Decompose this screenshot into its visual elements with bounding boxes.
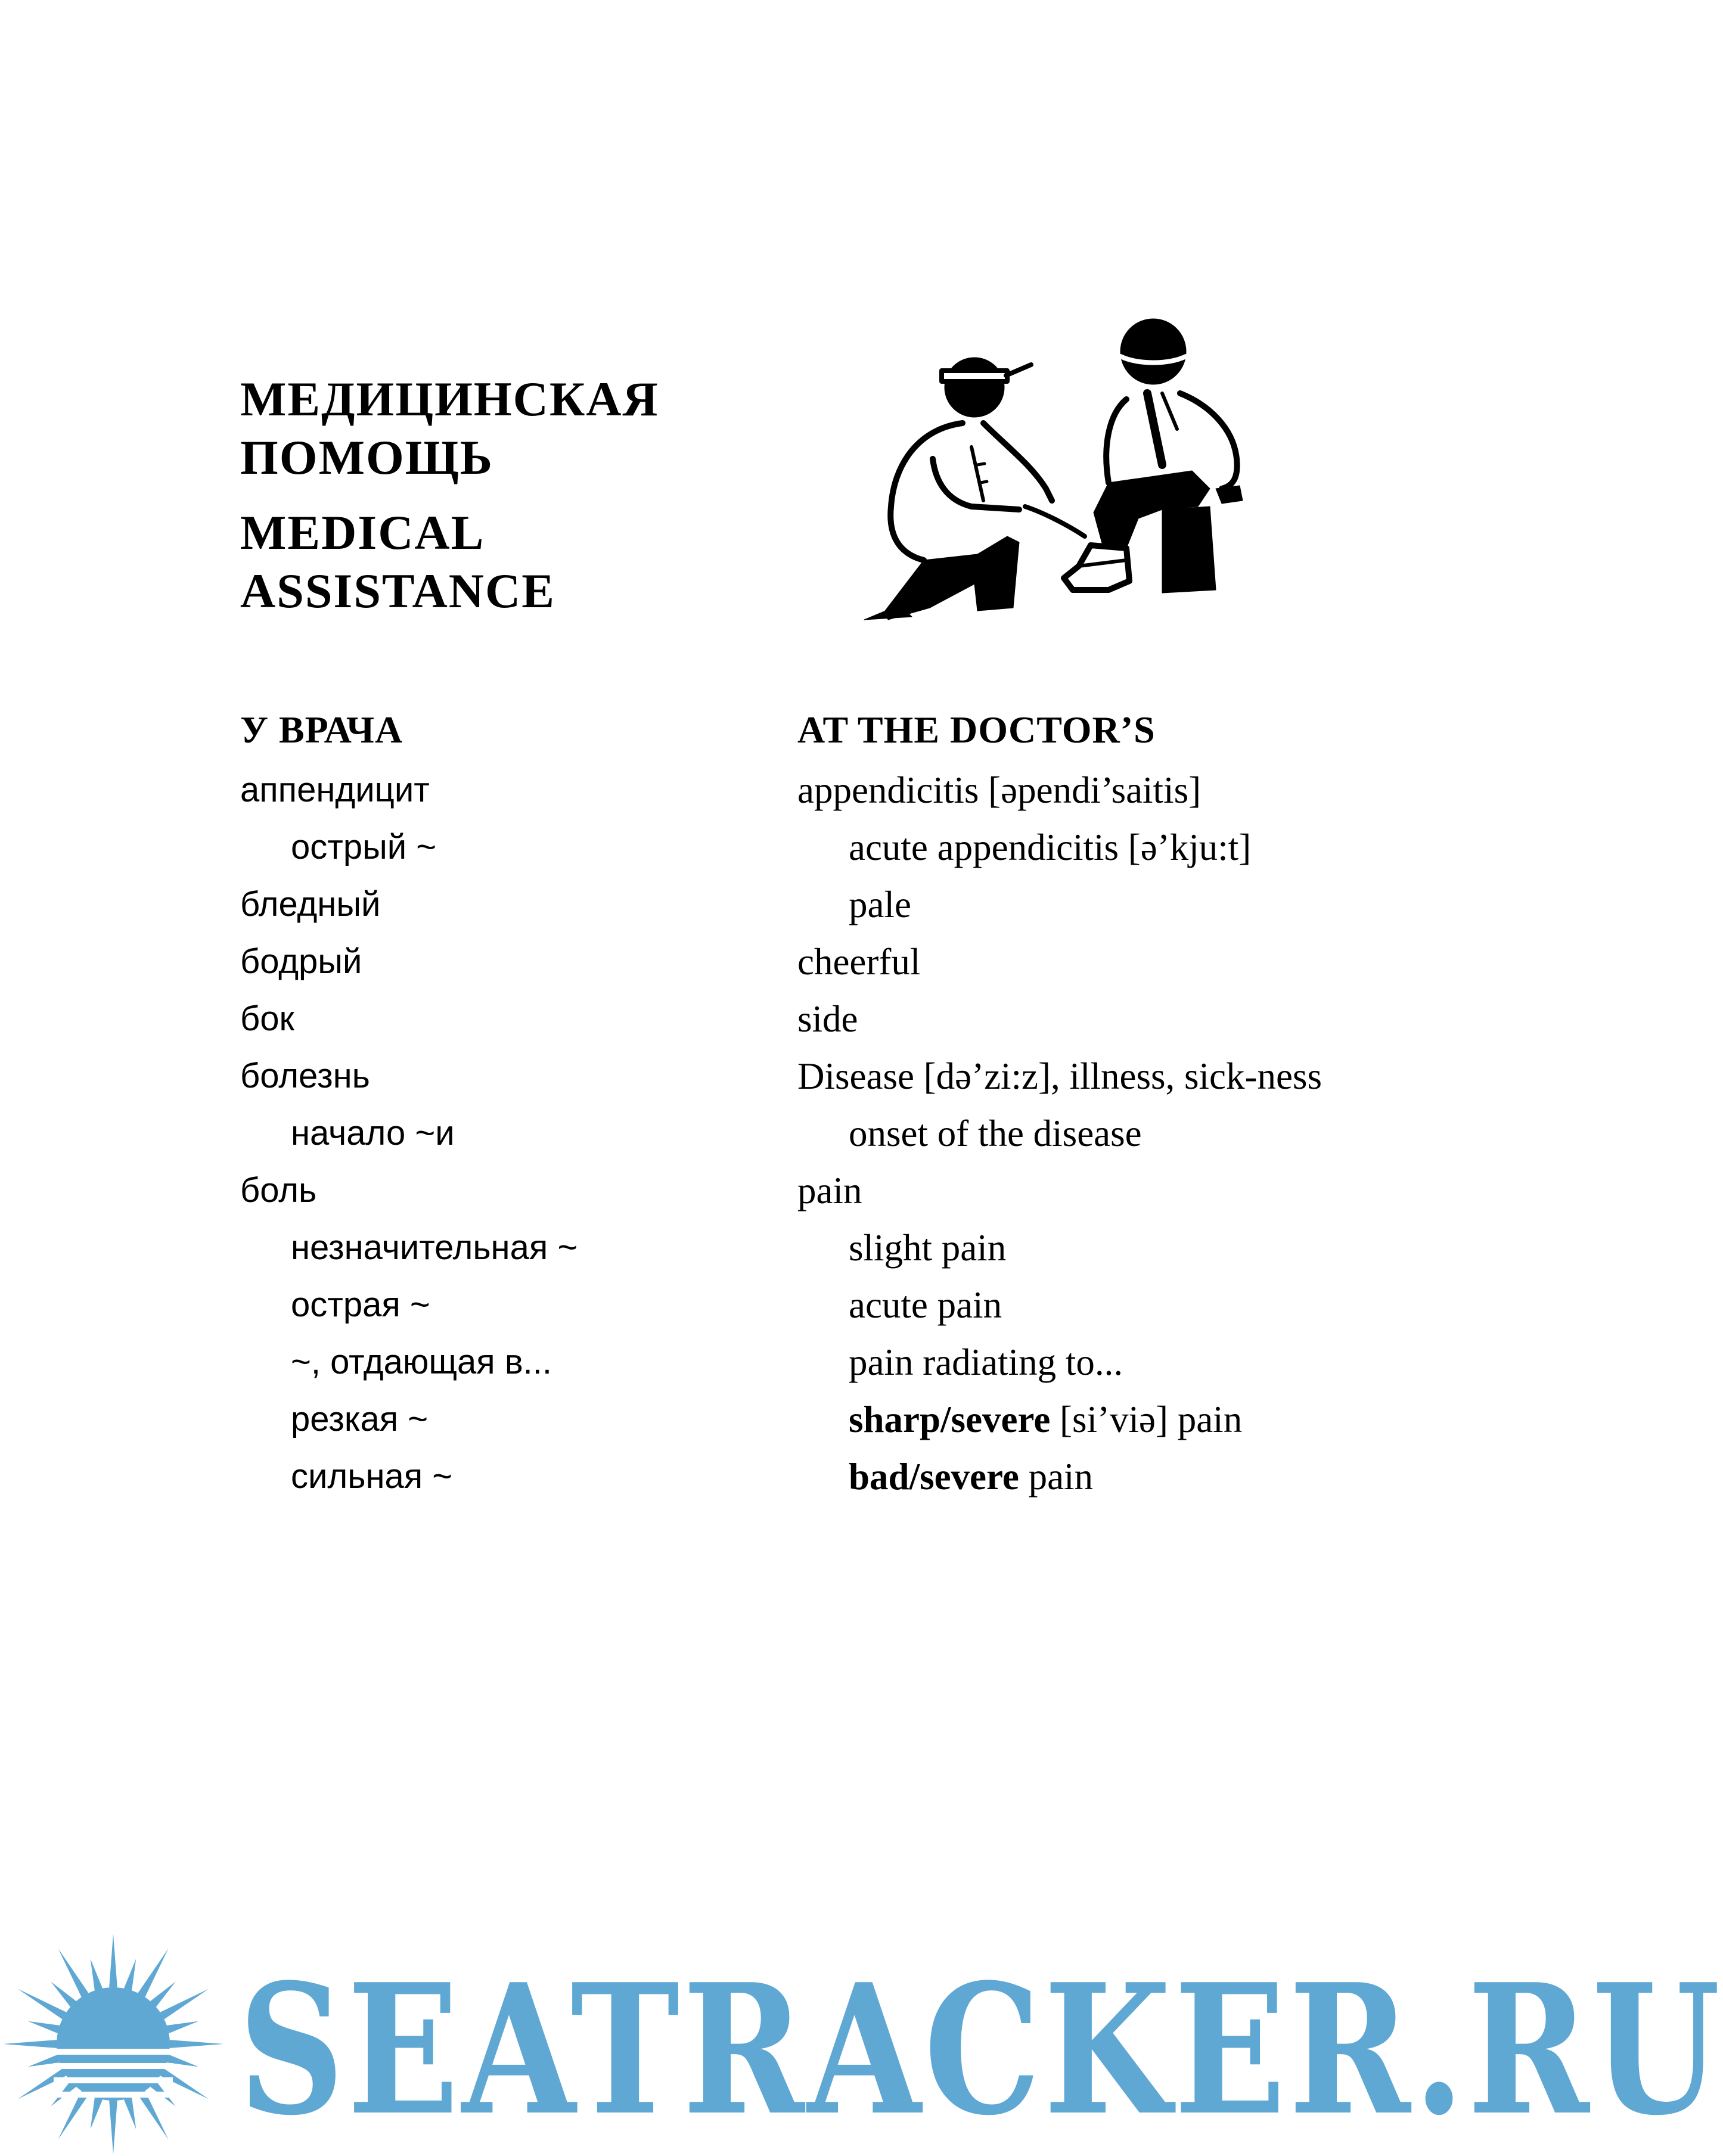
section-heading-russian: У ВРАЧА [240, 709, 403, 751]
vocab-term-ru: аппендицит [240, 771, 430, 809]
vocab-term-en [849, 1448, 1337, 1505]
sun-ray [109, 1934, 117, 1987]
sun-ray [150, 1981, 175, 2006]
sun-ray [124, 1959, 136, 1990]
sun-ray [91, 1959, 103, 1990]
sun-ray [91, 2098, 103, 2129]
watermark-text: SEATRACKER.RU [238, 1944, 1723, 2155]
patient-head [1120, 319, 1186, 384]
vocab-term-ru: болезнь [240, 1057, 370, 1095]
sun-ray [28, 2021, 60, 2033]
vocab-row [0, 762, 1526, 819]
sun-stripe [54, 2077, 173, 2083]
vocab-term-en: pain [797, 1170, 862, 1211]
sun-icon [3, 1934, 223, 2154]
vocab-term-ru: резкая ~ [291, 1400, 429, 1439]
sun-ray [167, 2021, 198, 2033]
title-russian [240, 371, 659, 486]
title-ru-line-1: МЕДИЦИНСКАЯ [240, 372, 659, 426]
vocab-row [0, 1391, 1526, 1448]
sun-ray [124, 2098, 136, 2129]
vocab-row [0, 990, 1526, 1048]
section-heading-english: AT THE DOCTOR’S [797, 709, 1156, 751]
vocab-row [0, 1448, 1526, 1505]
sun-ray [18, 1989, 67, 2020]
sun-ray [51, 1981, 76, 2006]
vocab-term-en: cheerful [797, 941, 921, 983]
sun-ray [58, 1949, 89, 1997]
vocab-term-en-rest: pain [1019, 1456, 1094, 1498]
title-ru-line-2: ПОМОЩЬ [240, 430, 494, 484]
sun-stripe [54, 2063, 173, 2069]
vocab-term-ru: сильная ~ [291, 1457, 453, 1496]
vocab-term-en: acute pain [849, 1284, 1002, 1326]
vocab-term-en-bold: bad/severe [849, 1456, 1019, 1498]
doctor-head [945, 358, 1004, 417]
vocab-term-ru: ~, отдающая в... [291, 1343, 552, 1381]
vocab-row [0, 876, 1526, 933]
vocab-term-en: slight pain [849, 1227, 1007, 1269]
vocab-term-ru: бодрый [240, 942, 362, 981]
vocab-term-ru: боль [240, 1171, 317, 1210]
vocab-term-en: onset of the disease [849, 1113, 1142, 1154]
vocab-term-ru: острая ~ [291, 1285, 430, 1324]
vocab-term-en [849, 1391, 1337, 1448]
sun-ray [109, 2101, 117, 2154]
vocab-term-en: appendicitis [əpendi’saitis] [797, 769, 1202, 811]
vocab-row [0, 819, 1526, 876]
doctor-headband [942, 371, 1007, 381]
vocab-term-en-bold: sharp/severe [849, 1399, 1051, 1440]
vocab-term-ru: бледный [240, 885, 381, 924]
vocab-term-en: Disease [də’zi:z], illness, sick-ness [797, 1055, 1322, 1097]
vocab-term-en-rest: [si’viə] pain [1050, 1399, 1243, 1440]
sun-stripe [54, 2092, 173, 2098]
title-en-line-1: MEDICAL [240, 505, 485, 560]
vocab-term-en: acute appendicitis [ə’kju:t] [849, 827, 1252, 868]
vocab-row [0, 1048, 1526, 1105]
sun-ray [170, 2040, 223, 2048]
vocab-term-ru: незначительная ~ [291, 1228, 578, 1267]
vocab-term-ru: бок [240, 999, 294, 1038]
sun-ray [138, 2091, 168, 2140]
sun-ray [58, 2091, 89, 2140]
vocab-term-ru: острый ~ [291, 828, 437, 866]
vocab-row [0, 933, 1526, 990]
sun-ray [3, 2040, 57, 2048]
sun-stripe [54, 2049, 173, 2055]
sun-ray [138, 1949, 168, 1997]
vocab-row [0, 1162, 1526, 1219]
vocab-row [0, 1334, 1526, 1391]
vocab-row [0, 1219, 1526, 1276]
vocab-row [0, 1105, 1526, 1162]
vocab-term-ru: начало ~и [291, 1114, 455, 1152]
vocab-term-en: pale [849, 884, 911, 925]
vocab-term-en: pain radiating to... [849, 1341, 1123, 1383]
doctor-bandaging-foot-illustration [828, 310, 1275, 620]
title-en-line-2: ASSISTANCE [240, 564, 555, 618]
stool [1162, 507, 1216, 593]
sun-ray [160, 1989, 209, 2020]
sun-disc [57, 1987, 170, 2101]
title-english [240, 504, 555, 620]
bandaged-foot [1064, 545, 1129, 590]
vocab-term-en: side [797, 998, 858, 1040]
vocab-row [0, 1276, 1526, 1334]
vocabulary-list [0, 762, 1526, 1505]
